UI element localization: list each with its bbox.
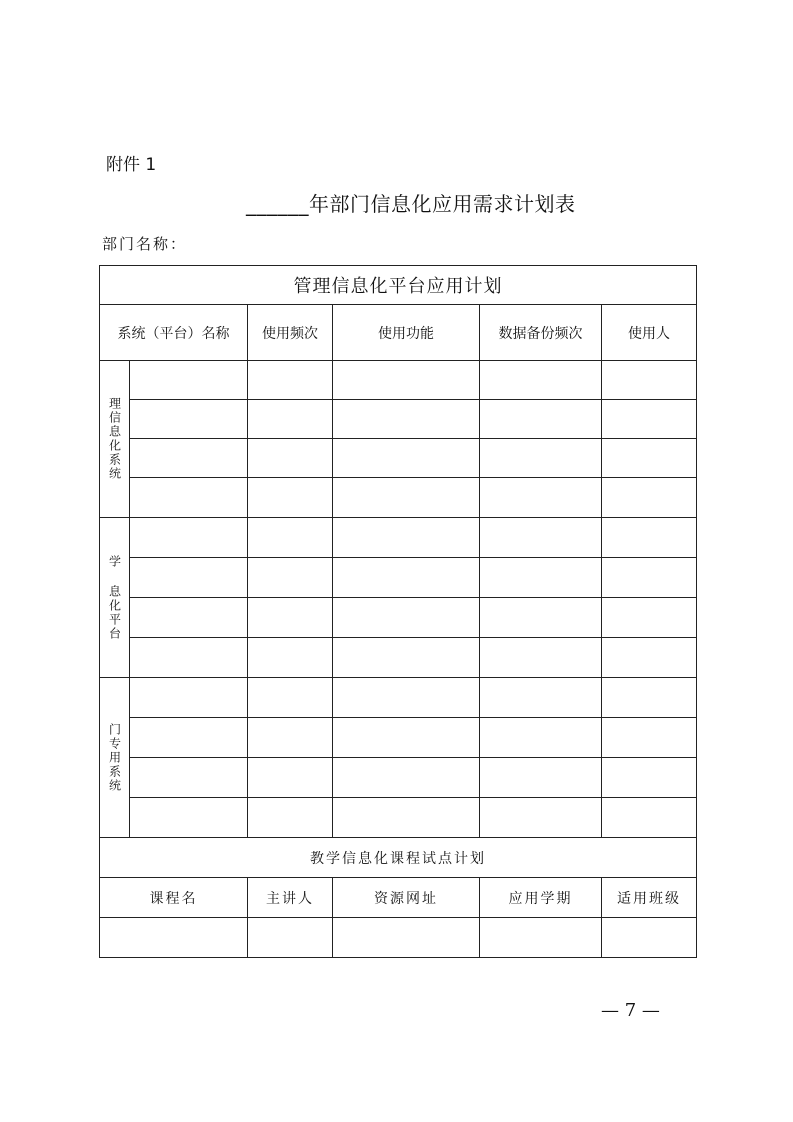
plan-cell[interactable]	[480, 439, 602, 478]
plan-cell[interactable]	[130, 758, 248, 798]
col-header-user: 使用人	[602, 305, 697, 361]
plan-cell[interactable]	[333, 558, 480, 598]
plan-cell[interactable]	[602, 598, 697, 638]
plan-cell[interactable]	[480, 518, 602, 558]
plan-cell[interactable]	[248, 758, 333, 798]
category-label-2: 学 息化平台	[107, 554, 122, 641]
plan-cell[interactable]	[130, 439, 248, 478]
plan-cell[interactable]	[130, 478, 248, 518]
category-cell	[100, 361, 130, 518]
plan-cell[interactable]	[248, 638, 333, 678]
course-cell[interactable]	[480, 918, 602, 958]
department-label: 部门名称：	[102, 235, 188, 253]
plan-cell[interactable]	[248, 400, 333, 439]
plan-cell[interactable]	[248, 598, 333, 638]
plan-cell[interactable]	[480, 638, 602, 678]
plan-cell[interactable]	[248, 478, 333, 518]
plan-cell[interactable]	[248, 798, 333, 838]
plan-cell[interactable]	[130, 518, 248, 558]
plan-cell[interactable]	[602, 758, 697, 798]
plan-cell[interactable]	[130, 718, 248, 758]
course-cell[interactable]	[100, 918, 248, 958]
plan-table	[99, 265, 697, 958]
course-cell[interactable]	[333, 918, 480, 958]
col-header-system-name: 系统（平台）名称	[100, 305, 248, 361]
plan-cell[interactable]	[480, 758, 602, 798]
course-cell[interactable]	[602, 918, 697, 958]
plan-cell[interactable]	[333, 518, 480, 558]
plan-cell[interactable]	[333, 478, 480, 518]
plan-cell[interactable]	[248, 361, 333, 400]
plan-cell[interactable]	[248, 558, 333, 598]
course-cell[interactable]	[248, 918, 333, 958]
course-col-header-name: 课程名	[100, 878, 248, 918]
plan-cell[interactable]	[333, 678, 480, 718]
plan-cell[interactable]	[480, 678, 602, 718]
plan-cell[interactable]	[480, 558, 602, 598]
category-label-1: 理信息化系统	[107, 397, 122, 481]
plan-cell[interactable]	[602, 361, 697, 400]
plan-cell[interactable]	[130, 361, 248, 400]
plan-cell[interactable]	[333, 400, 480, 439]
form-title: ______年部门信息化应用需求计划表	[246, 192, 576, 216]
plan-cell[interactable]	[602, 478, 697, 518]
plan-cell[interactable]	[333, 439, 480, 478]
plan-cell[interactable]	[602, 718, 697, 758]
col-header-usage-frequency: 使用频次	[248, 305, 333, 361]
plan-cell[interactable]	[602, 798, 697, 838]
course-heading: 教学信息化课程试点计划	[100, 838, 697, 878]
col-header-backup-frequency: 数据备份频次	[480, 305, 602, 361]
plan-heading: 管理信息化平台应用计划	[100, 266, 697, 305]
plan-cell[interactable]	[602, 439, 697, 478]
category-label-3: 门专用系统	[107, 722, 122, 793]
col-header-usage-function: 使用功能	[333, 305, 480, 361]
plan-cell[interactable]	[333, 758, 480, 798]
course-col-header-lecturer: 主讲人	[248, 878, 333, 918]
plan-cell[interactable]	[130, 678, 248, 718]
plan-cell[interactable]	[602, 638, 697, 678]
course-col-header-class: 适用班级	[602, 878, 697, 918]
category-cell	[100, 678, 130, 838]
page-number: — 7 —	[601, 1000, 660, 1021]
plan-cell[interactable]	[333, 638, 480, 678]
plan-cell[interactable]	[480, 798, 602, 838]
plan-cell[interactable]	[130, 400, 248, 439]
plan-cell[interactable]	[130, 638, 248, 678]
plan-cell[interactable]	[480, 400, 602, 439]
plan-cell[interactable]	[602, 400, 697, 439]
plan-cell[interactable]	[602, 678, 697, 718]
plan-cell[interactable]	[480, 598, 602, 638]
plan-cell[interactable]	[480, 718, 602, 758]
category-cell	[100, 518, 130, 678]
plan-cell[interactable]	[248, 678, 333, 718]
plan-cell[interactable]	[130, 798, 248, 838]
plan-cell[interactable]	[333, 798, 480, 838]
plan-cell[interactable]	[602, 518, 697, 558]
plan-cell[interactable]	[333, 361, 480, 400]
plan-cell[interactable]	[333, 598, 480, 638]
course-col-header-url: 资源网址	[333, 878, 480, 918]
plan-cell[interactable]	[480, 478, 602, 518]
plan-cell[interactable]	[480, 361, 602, 400]
attachment-label: 附件 1	[106, 155, 157, 175]
plan-cell[interactable]	[248, 518, 333, 558]
plan-cell[interactable]	[602, 558, 697, 598]
plan-cell[interactable]	[248, 718, 333, 758]
plan-cell[interactable]	[130, 558, 248, 598]
course-col-header-semester: 应用学期	[480, 878, 602, 918]
plan-cell[interactable]	[248, 439, 333, 478]
plan-cell[interactable]	[130, 598, 248, 638]
plan-cell[interactable]	[333, 718, 480, 758]
